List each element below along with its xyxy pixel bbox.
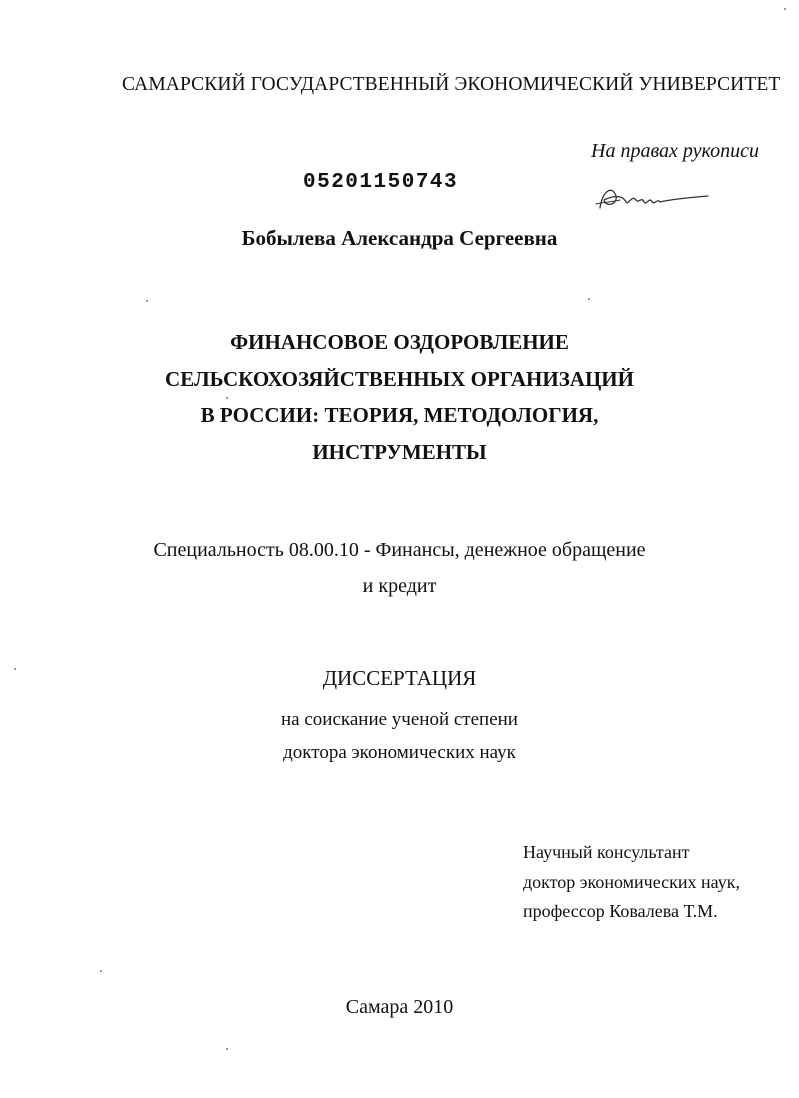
degree-line: на соискание ученой степени: [281, 709, 518, 730]
consultant-line: Научный консультант: [523, 842, 690, 862]
scan-speck: [14, 668, 16, 670]
handwritten-signature: [592, 178, 712, 218]
scan-speck: [588, 298, 590, 300]
consultant-line: доктор экономических наук,: [523, 871, 740, 892]
title-line: ИНСТРУМЕНТЫ: [312, 439, 487, 464]
city-year: Самара 2010: [345, 996, 454, 1018]
manuscript-note: На правах рукописи: [591, 140, 759, 162]
document-type: ДИССЕРТАЦИЯ: [322, 666, 477, 690]
degree-sought: [0, 703, 799, 769]
scan-speck: [226, 397, 228, 399]
specialty-line: и кредит: [362, 575, 437, 597]
scan-speck: [784, 8, 786, 10]
scan-speck: [100, 970, 102, 972]
title-line: СЕЛЬСКОХОЗЯЙСТВЕННЫХ ОРГАНИЗАЦИЙ: [165, 366, 634, 391]
university-name: САМАРСКИЙ ГОСУДАРСТВЕННЫЙ ЭКОНОМИЧЕСКИЙ УНИВЕРСИТЕТ: [122, 74, 781, 95]
specialty-line: Специальность 08.00.10 - Финансы, денежное обращение: [153, 539, 646, 561]
dissertation-title: [0, 324, 799, 470]
scan-speck: [226, 1048, 228, 1050]
degree-line: доктора экономических наук: [283, 742, 516, 763]
specialty: [0, 532, 799, 604]
title-line: В РОССИИ: ТЕОРИЯ, МЕТОДОЛОГИЯ,: [200, 403, 599, 427]
scan-speck: [146, 300, 148, 302]
scientific-consultant: [523, 838, 740, 927]
author-name: Бобылева Александра Сергеевна: [241, 226, 558, 250]
registration-code: 05201150743: [303, 171, 459, 194]
title-line: ФИНАНСОВОЕ ОЗДОРОВЛЕНИЕ: [230, 330, 569, 354]
consultant-line: профессор Ковалева Т.М.: [523, 901, 718, 921]
